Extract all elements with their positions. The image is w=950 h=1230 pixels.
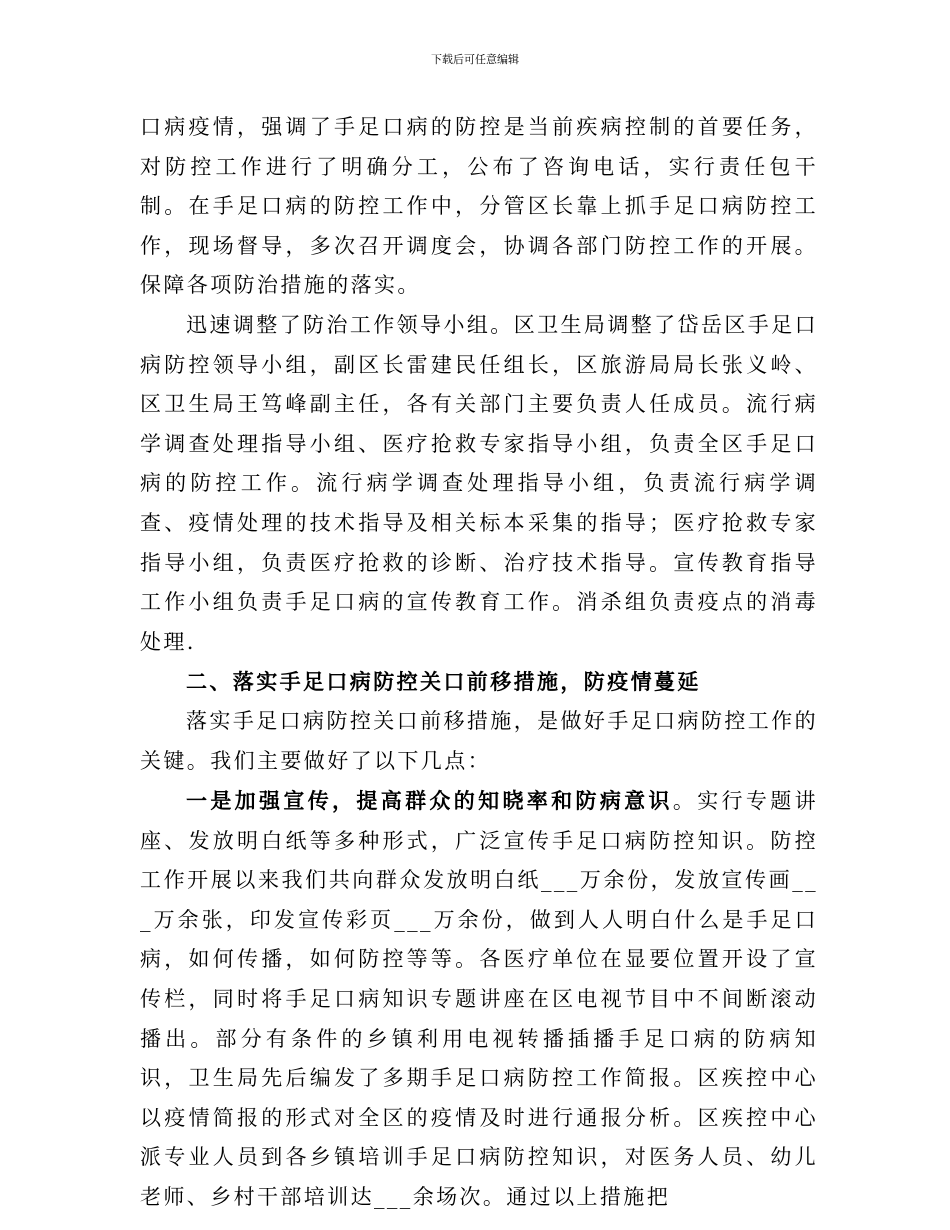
page-header: 下载后可任意编辑: [431, 53, 519, 66]
paragraph-publicity: [140, 781, 818, 1218]
paragraph-key-measures: 落实手足口病防控关口前移措施，是做好手足口病防控工作的关键。我们主要做好了以下几点：: [140, 708, 818, 773]
section-heading-2: 二、落实手足口病防控关口前移措施，防疫情蔓延: [186, 669, 701, 695]
document-body: [140, 108, 818, 1218]
paragraph-lead-bold: 一是加强宣传，提高群众的知晓率和防病意识: [186, 788, 673, 814]
paragraph-continued: 口病疫情，强调了手足口病的防控是当前疾病控制的首要任务，对防控工作进行了明确分工，公布了咨询电话，实行责任包干制。在手足口病的防控工作中，分管区长靠上抓手足口病防控工作，现场督导，多次召开调度会，协调各部门防控工作的开展。保障各项防治措施的落实。: [140, 115, 818, 298]
paragraph-publicity-body: 。实行专题讲座、发放明白纸等多种形式，广泛宣传手足口病防控知识。防控工作开展以来我们共向群众发放明白纸___万余份，发放宣传画___万余张，印发宣传彩页___万余份，做到人人明白什么是手足口病，如何传播，如何防控等等。各医疗单位在显要位置开设了宣传栏，同时将手足口病知识专题讲座在区电视节目中不间断滚动播出。部分有条件的乡镇利用电视转播插播手足口病的防病知识，卫生局先后编发了多期手足口病防控工作简报。区疾控中心以疫情简报的形式对全区的疫情及时进行通报分析。区疾控中心派专业人员到各乡镇培训手足口病防控知识，对医务人员、幼儿老师、乡村干部培训达___余场次。通过以上措施把: [140, 789, 818, 1210]
paragraph-leadership-group: 迅速调整了防治工作领导小组。区卫生局调整了岱岳区手足口病防控领导小组，副区长雷建民任组长，区旅游局局长张义岭、区卫生局王笃峰副主任，各有关部门主要负责人任成员。流行病学调查处理指导小组、医疗抢救专家指导小组，负责全区手足口病的防控工作。流行病学调查处理指导小组，负责流行病学调查、疫情处理的技术指导及相关标本采集的指导；医疗抢救专家指导小组，负责医疗抢救的诊断、治疗技术指导。宣传教育指导工作小组负责手足口病的宣传教育工作。消杀组负责疫点的消毒处理.: [140, 312, 818, 654]
